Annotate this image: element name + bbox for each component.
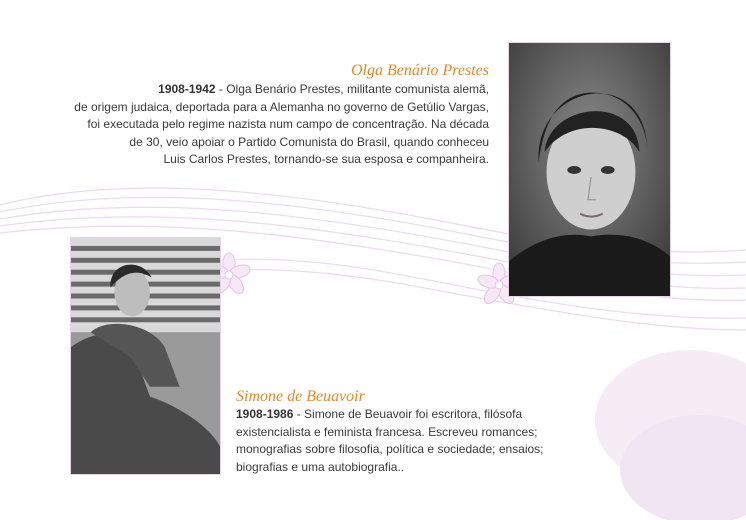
olga-bio-line-3: foi executada pelo regime nazista num campo de concentração. Na década	[87, 117, 489, 131]
olga-years: 1908-1942	[158, 82, 216, 96]
olga-name-heading: Olga Benário Prestes	[350, 62, 489, 79]
olga-bio-line-2: de origem judaica, deportada para a Alemanha no governo de Getúlio Vargas,	[74, 99, 489, 114]
olga-bio-line-5: Luis Carlos Prestes, tornando-se sua esposa e companheira.	[163, 152, 489, 166]
olga-bio-text: - Olga Benário Prestes, militante comunista alemã,	[215, 82, 489, 96]
olga-bio-line-4: de 30, veio apoiar o Partido Comunista do Brasil, quando conheceu	[129, 134, 489, 149]
simone-bio-text: - Simone de Beuavoir foi escritora, filósofa	[293, 407, 523, 421]
simone-years: 1908-1986	[236, 407, 294, 421]
olga-biography	[74, 81, 489, 169]
simone-bio-line-3: monografias sobre filosofia, política e sociedade; ensaios;	[236, 442, 544, 456]
simone-portrait-photo	[70, 237, 221, 475]
olga-bio-line-1	[74, 81, 489, 99]
simone-name-heading: Simone de Beuavoir	[236, 388, 365, 405]
olga-portrait-photo	[508, 42, 671, 297]
simone-bio-line-4: biografias e uma autobiografia..	[236, 459, 405, 474]
simone-bio-line-1	[236, 406, 544, 424]
simone-biography	[236, 406, 544, 476]
simone-bio-line-2: existencialista e feminista francesa. Escreveu romances;	[236, 424, 538, 439]
